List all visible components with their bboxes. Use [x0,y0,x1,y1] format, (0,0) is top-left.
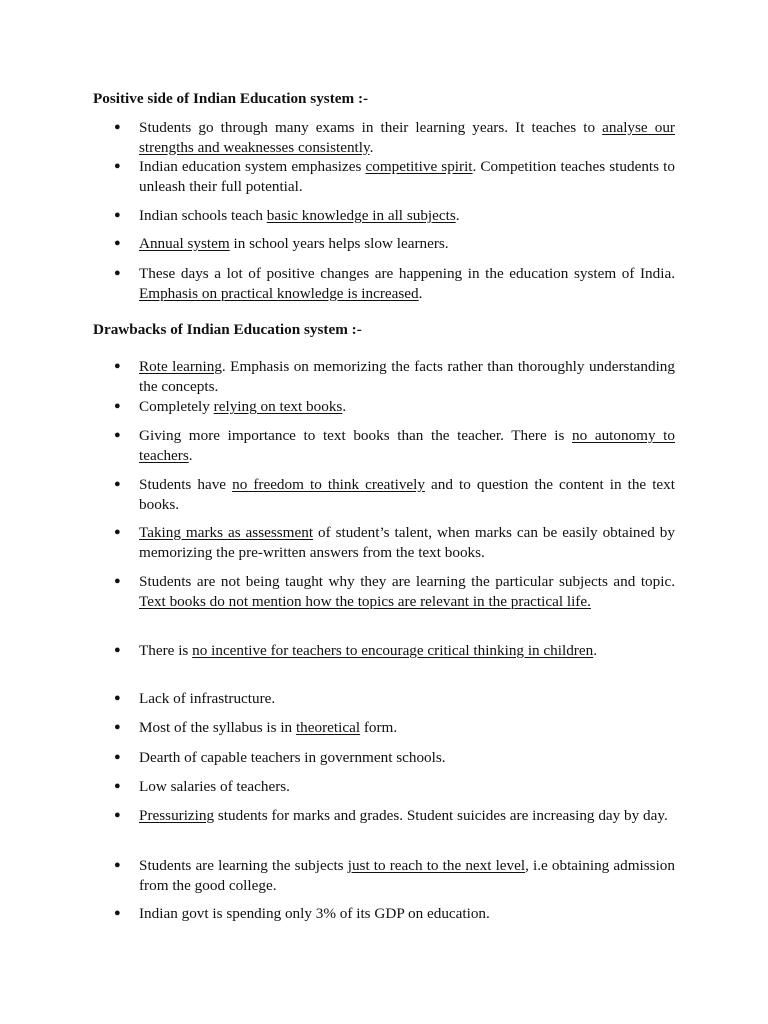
list-item: ● Rote learning. Emphasis on memorizing the facts rather than thoroughly understanding the concepts. [114,358,675,395]
list-item: ● Lack of infrastructure. [114,690,276,707]
list-item: ● These days a lot of positive changes are happening in the education system of India. Emphasis on practical knowledge is increased. [114,265,675,302]
list-item: ● Indian education system emphasizes competitive spirit. Competition teaches students to unleash their full potential. [114,158,675,195]
bullet-icon: ● [114,575,121,587]
list-item: ● Annual system in school years helps slow learners. [114,235,449,252]
bullet-icon: ● [114,751,121,763]
list-item: ● Completely relying on text books. [114,398,347,415]
bullet-icon: ● [114,721,121,733]
positive-side-heading: Positive side of Indian Education system :- [93,90,369,107]
bullet-icon: ● [114,692,121,704]
bullet-icon: ● [114,526,121,538]
drawbacks-heading: Drawbacks of Indian Education system :- [93,321,362,338]
list-item: ● Students are not being taught why they are learning the particular subjects and topic. Text books do not mention how the topics are relevant in the practical life. [114,573,675,610]
bullet-icon: ● [114,429,121,441]
bullet-icon: ● [114,644,121,656]
list-item: ● Low salaries of teachers. [114,778,290,795]
bullet-icon: ● [114,267,121,279]
bullet-icon: ● [114,209,121,221]
list-item: ● Dearth of capable teachers in government schools. [114,749,446,766]
list-item: ● Students go through many exams in their learning years. It teaches to analyse our strengths and weaknesses consistently. [114,119,675,156]
list-item: ● Students have no freedom to think creatively and to question the content in the text books. [114,476,675,513]
list-item: ● Pressurizing students for marks and grades. Student suicides are increasing day by day. [114,807,668,824]
bullet-icon: ● [114,400,121,412]
bullet-icon: ● [114,478,121,490]
bullet-icon: ● [114,780,121,792]
list-item: ● Taking marks as assessment of student’s talent, when marks can be easily obtained by memorizing the pre-written answers from the text books. [114,524,675,561]
bullet-icon: ● [114,237,121,249]
list-item: ● Indian schools teach basic knowledge in all subjects. [114,207,460,224]
bullet-icon: ● [114,121,121,133]
bullet-icon: ● [114,859,121,871]
list-item: ● Giving more importance to text books than the teacher. There is no autonomy to teachers. [114,427,675,464]
list-item: ● Most of the syllabus is in theoretical form. [114,719,398,736]
list-item: ● There is no incentive for teachers to encourage critical thinking in children. [114,642,597,659]
list-item: ● Students are learning the subjects just to reach to the next level, i.e obtaining admission from the good college. [114,857,675,894]
bullet-icon: ● [114,809,121,821]
list-item: ● Indian govt is spending only 3% of its GDP on education. [114,905,490,922]
bullet-icon: ● [114,360,121,372]
bullet-icon: ● [114,160,121,172]
bullet-icon: ● [114,907,121,919]
